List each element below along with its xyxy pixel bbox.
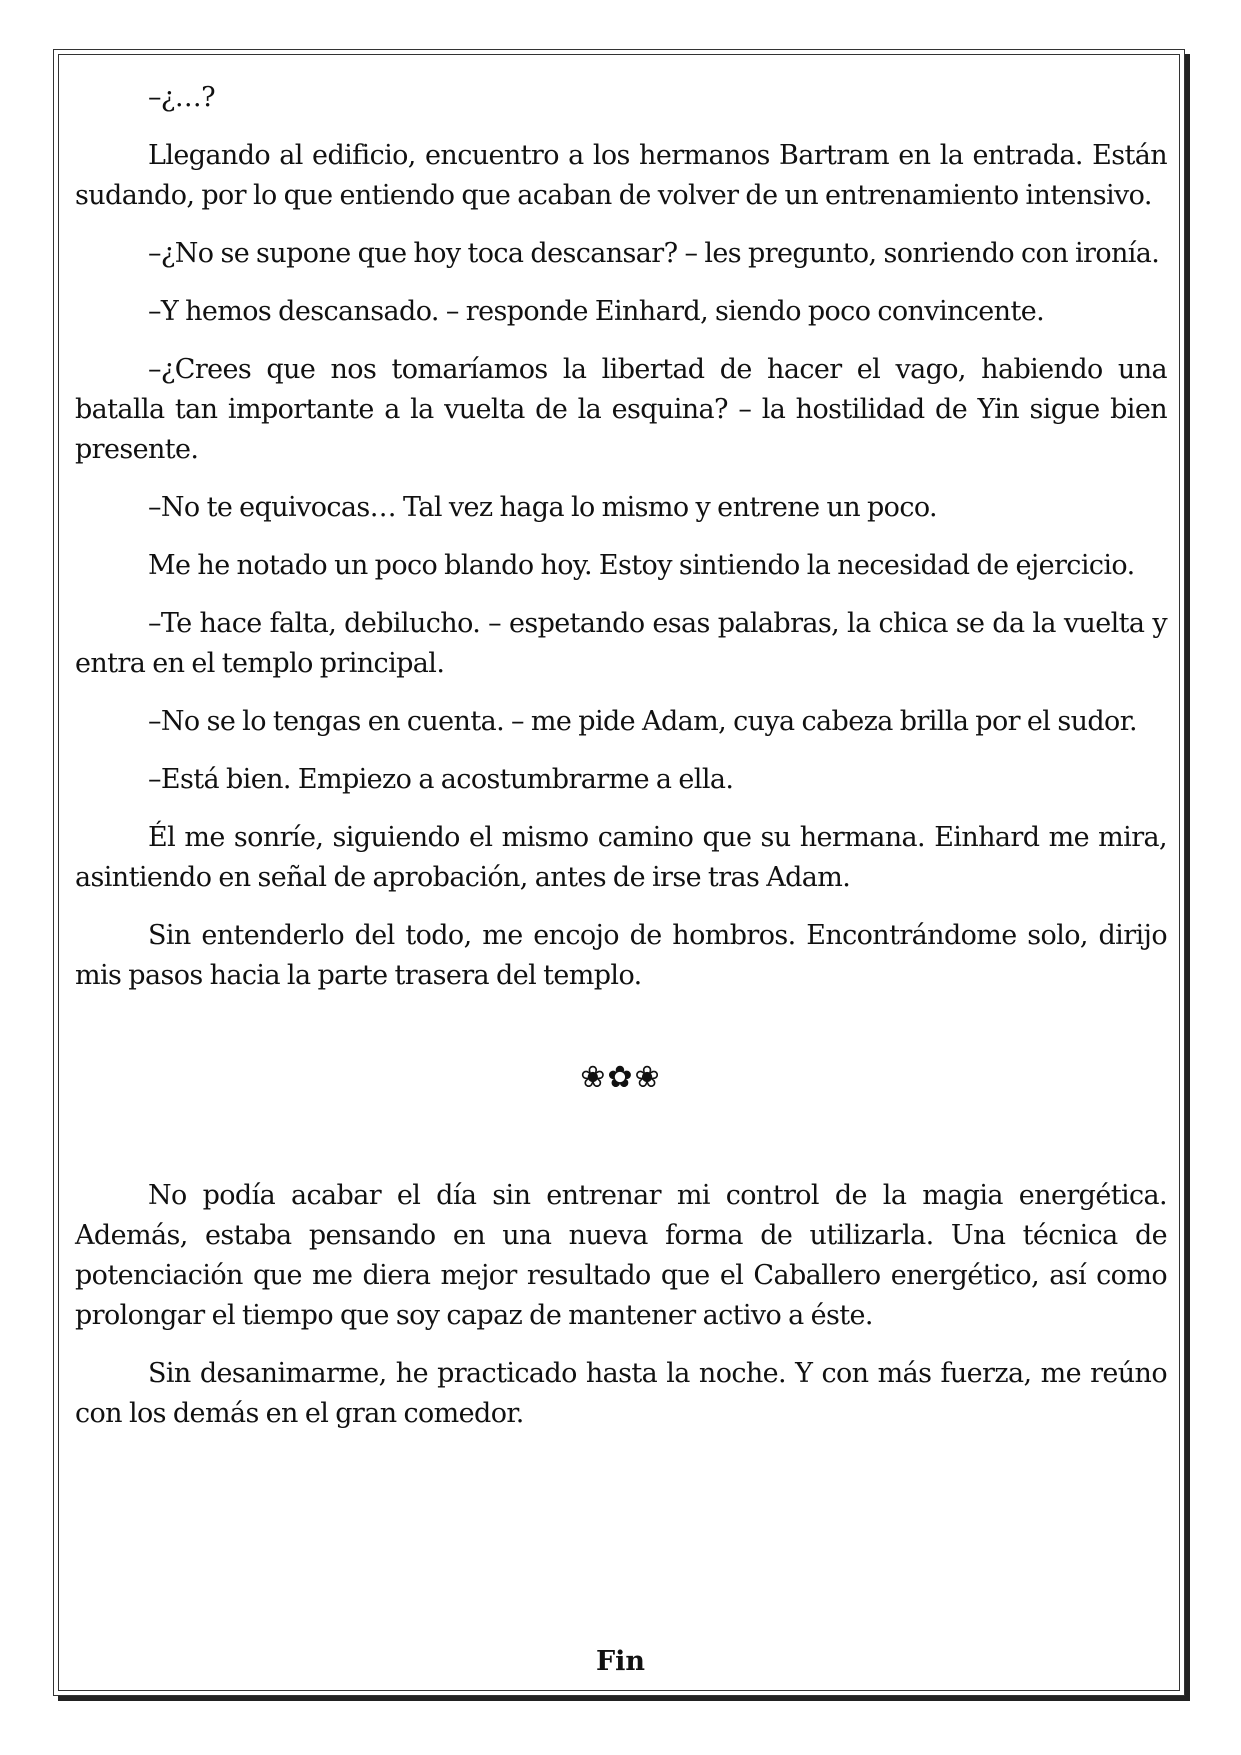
ending-label: Fin — [595, 1646, 646, 1677]
paragraph: –¿…? — [148, 82, 216, 113]
paragraph: –No se lo tengas en cuenta. – me pide Adam, cuya cabeza brilla por el sudor. — [148, 706, 1138, 737]
paragraph: –Y hemos descansado. – responde Einhard, siendo poco convincente. — [148, 296, 1045, 327]
paragraph: Él me sonríe, siguiendo el mismo camino que su hermana. Einhard me mira, asintiendo en señal de aprobación, antes de irse tras Adam. — [75, 822, 1167, 893]
paragraph: Sin desanimarme, he practicado hasta la noche. Y con más fuerza, me reúno con los demás en el gran comedor. — [75, 1358, 1167, 1429]
paragraph: Sin entenderlo del todo, me encojo de hombros. Encontrándome solo, dirijo mis pasos hacia la parte trasera del templo. — [75, 920, 1167, 991]
page-body — [75, 78, 1167, 1452]
paragraph: No podía acabar el día sin entrenar mi control de la magia energética. Además, estaba pensando en una nueva forma de utilizarla. Una técnica de potenciación que me diera mejor resultado que el Caballero energético, así como prolongar el tiempo que soy capaz de mantener activo a éste. — [75, 1180, 1167, 1331]
paragraph: Llegando al edificio, encuentro a los hermanos Bartram en la entrada. Están sudando, por lo que entiendo que acaban de volver de un entrenamiento intensivo. — [75, 140, 1167, 211]
scene-separator: ❀✿❀ — [580, 1060, 662, 1095]
paragraph: –Te hace falta, debilucho. – espetando esas palabras, la chica se da la vuelta y entra en el templo principal. — [75, 608, 1167, 679]
paragraph: Me he notado un poco blando hoy. Estoy sintiendo la necesidad de ejercicio. — [148, 550, 1135, 581]
paragraph: –No te equivocas… Tal vez haga lo mismo y entrene un poco. — [148, 492, 938, 523]
paragraph: –¿Crees que nos tomaríamos la libertad de hacer el vago, habiendo una batalla tan importante a la vuelta de la esquina? – la hostilidad de Yin sigue bien presente. — [75, 354, 1167, 465]
paragraph: –¿No se supone que hoy toca descansar? – les pregunto, sonriendo con ironía. — [148, 238, 1160, 269]
paragraph: –Está bien. Empiezo a acostumbrarme a ella. — [148, 764, 734, 795]
